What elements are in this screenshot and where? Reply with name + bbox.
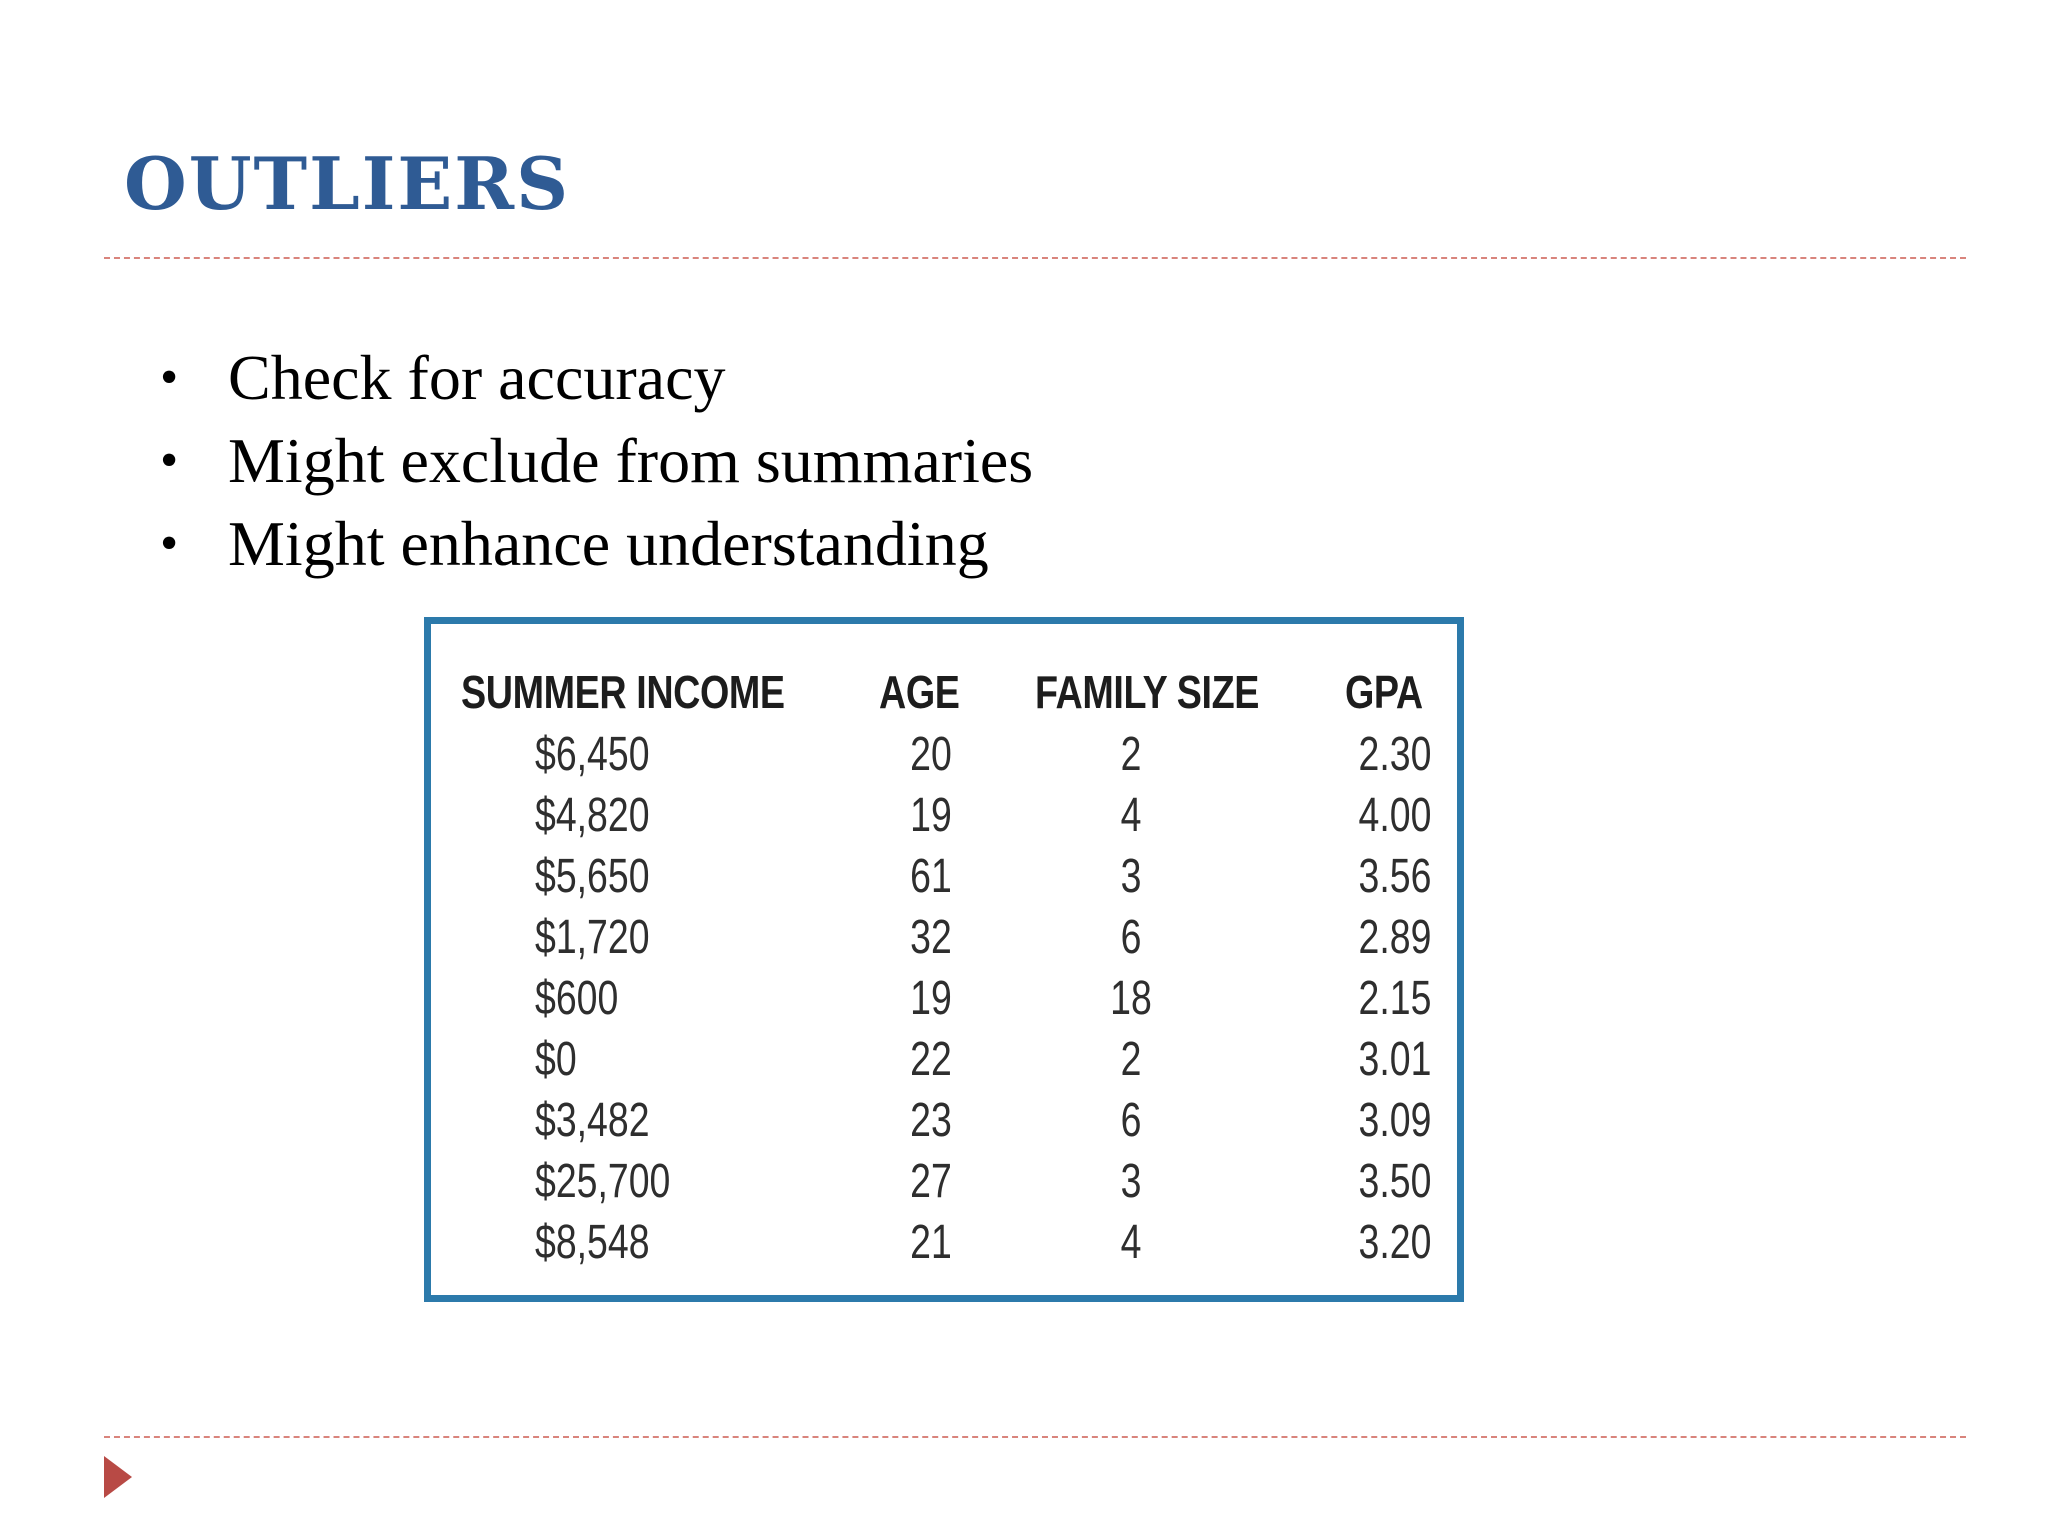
bullet-item xyxy=(160,336,1033,419)
cell-family-size: 4 xyxy=(1120,1216,1142,1269)
bullet-text: Might enhance understanding xyxy=(228,508,989,579)
table-row xyxy=(431,907,1457,968)
cell-gpa: 3.20 xyxy=(1358,1216,1432,1269)
cell-family-size: 18 xyxy=(1110,972,1152,1025)
cell-family-size: 6 xyxy=(1120,911,1142,964)
cell-age: 19 xyxy=(910,789,952,842)
bullet-dot: • xyxy=(160,432,179,489)
cell-gpa: 3.09 xyxy=(1358,1094,1432,1147)
table-row xyxy=(431,1212,1457,1273)
cell-summer-income: $3,482 xyxy=(535,1094,650,1147)
cell-age: 21 xyxy=(910,1216,952,1269)
cell-gpa: 2.15 xyxy=(1358,972,1432,1025)
cell-summer-income: $4,820 xyxy=(535,789,650,842)
cell-family-size: 6 xyxy=(1120,1094,1142,1147)
bullet-text: Check for accuracy xyxy=(228,342,726,413)
data-table-frame xyxy=(424,617,1464,1302)
cell-family-size: 3 xyxy=(1120,1155,1142,1208)
table-row xyxy=(431,968,1457,1029)
column-header-summer-income: SUMMER INCOME xyxy=(461,666,785,718)
table-row xyxy=(431,724,1457,785)
table-row xyxy=(431,846,1457,907)
table-row xyxy=(431,1151,1457,1212)
bullet-item xyxy=(160,419,1033,502)
cell-family-size: 2 xyxy=(1120,1033,1142,1086)
table-body xyxy=(431,724,1457,1273)
cell-age: 32 xyxy=(910,911,952,964)
cell-summer-income: $1,720 xyxy=(535,911,650,964)
cell-summer-income: $5,650 xyxy=(535,850,650,903)
cell-age: 20 xyxy=(910,728,952,781)
table-row xyxy=(431,785,1457,846)
cell-family-size: 3 xyxy=(1120,850,1142,903)
bullet-list xyxy=(160,336,1033,585)
cell-age: 22 xyxy=(910,1033,952,1086)
cell-summer-income: $0 xyxy=(535,1033,577,1086)
cell-gpa: 3.01 xyxy=(1358,1033,1432,1086)
cell-age: 19 xyxy=(910,972,952,1025)
column-header-family-size: FAMILY SIZE xyxy=(1035,666,1259,718)
cell-summer-income: $8,548 xyxy=(535,1216,650,1269)
cell-summer-income: $6,450 xyxy=(535,728,650,781)
bullet-dot: • xyxy=(160,349,179,406)
table-row xyxy=(431,1090,1457,1151)
bullet-dot: • xyxy=(160,515,179,572)
cell-gpa: 2.89 xyxy=(1358,911,1432,964)
cell-summer-income: $600 xyxy=(535,972,619,1025)
cell-gpa: 2.30 xyxy=(1358,728,1432,781)
cell-gpa: 3.56 xyxy=(1358,850,1432,903)
column-header-gpa: GPA xyxy=(1345,666,1423,718)
cell-family-size: 4 xyxy=(1120,789,1142,842)
bullet-item xyxy=(160,502,1033,585)
cell-family-size: 2 xyxy=(1120,728,1142,781)
bullet-text: Might exclude from summaries xyxy=(228,425,1034,496)
cell-age: 27 xyxy=(910,1155,952,1208)
play-triangle-icon xyxy=(104,1456,132,1498)
cell-age: 23 xyxy=(910,1094,952,1147)
footer-divider xyxy=(104,1436,1966,1438)
title-divider xyxy=(104,257,1966,259)
column-header-age: AGE xyxy=(879,666,960,718)
cell-age: 61 xyxy=(910,850,952,903)
cell-gpa: 4.00 xyxy=(1358,789,1432,842)
data-table xyxy=(431,624,1457,1295)
cell-summer-income: $25,700 xyxy=(535,1155,671,1208)
slide-title: OUTLIERS xyxy=(124,141,571,226)
cell-gpa: 3.50 xyxy=(1358,1155,1432,1208)
table-row xyxy=(431,1029,1457,1090)
